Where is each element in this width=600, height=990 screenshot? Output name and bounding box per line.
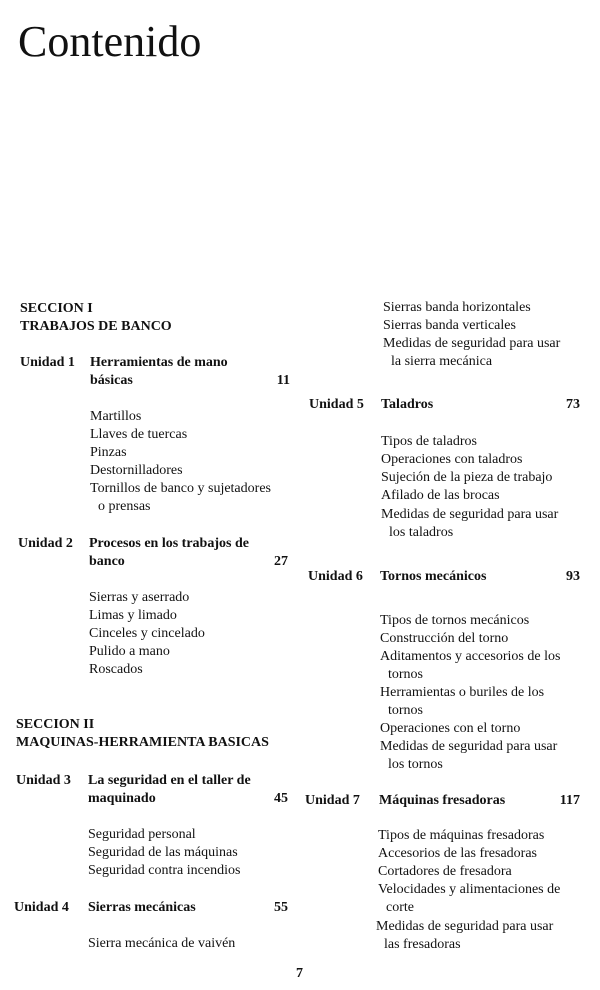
topic-item: Seguridad personal <box>88 827 196 842</box>
topic-item: tornos <box>388 667 423 682</box>
topic-item: Cortadores de fresadora <box>378 864 512 879</box>
topic-item: Accesorios de las fresadoras <box>378 846 537 861</box>
page-number: 7 <box>296 966 303 981</box>
unit-page-number: 117 <box>559 793 580 808</box>
topic-item: Velocidades y alimentaciones de <box>378 882 561 897</box>
topic-item: Medidas de seguridad para usar <box>380 739 558 754</box>
unit-page-number: 73 <box>566 397 580 412</box>
topic-item: Sujeción de la pieza de trabajo <box>381 470 553 485</box>
topic-item: Pulido a mano <box>89 644 170 659</box>
topic-item: Medidas de seguridad para usar <box>381 507 559 522</box>
topic-item: Limas y limado <box>89 608 177 623</box>
section-title: TRABAJOS DE BANCO <box>20 319 172 334</box>
topic-item: Roscados <box>89 662 143 677</box>
topic-item: Operaciones con el torno <box>380 721 521 736</box>
topic-item: Construcción del torno <box>380 631 509 646</box>
topic-item: Seguridad contra incendios <box>88 863 241 878</box>
topic-item: Sierras banda verticales <box>383 318 516 333</box>
unit-page-number: 93 <box>566 569 580 584</box>
topic-item: Pinzas <box>90 445 127 460</box>
unit-page-number: 45 <box>274 791 288 806</box>
topic-item: Sierras banda horizontales <box>383 300 531 315</box>
unit-page-number: 27 <box>274 554 288 569</box>
topic-item: los taladros <box>389 525 454 540</box>
topic-item: Operaciones con taladros <box>381 452 523 467</box>
topic-item: la sierra mecánica <box>391 354 493 369</box>
unit-label: Unidad 5 <box>309 397 364 412</box>
topic-item: Martillos <box>90 409 142 424</box>
unit-label: Unidad 3 <box>16 773 71 788</box>
topic-item: Herramientas o buriles de los <box>380 685 545 700</box>
unit-title: básicas <box>90 373 133 388</box>
topic-item: Tipos de tornos mecánicos <box>380 613 530 628</box>
topic-item: Tipos de máquinas fresadoras <box>378 828 545 843</box>
topic-item: las fresadoras <box>384 937 461 952</box>
unit-label: Unidad 1 <box>20 355 75 370</box>
unit-title: Máquinas fresadoras <box>379 793 506 808</box>
unit-title: Sierras mecánicas <box>88 900 196 915</box>
topic-item: Destornilladores <box>90 463 183 478</box>
topic-item: tornos <box>388 703 423 718</box>
unit-title: maquinado <box>88 791 156 806</box>
topic-item: los tornos <box>388 757 443 772</box>
topic-item: Medidas de seguridad para usar <box>383 336 561 351</box>
section-label: SECCION II <box>16 717 95 732</box>
unit-title: Procesos en los trabajos de <box>89 536 249 551</box>
unit-page-number: 55 <box>274 900 288 915</box>
topic-item: Medidas de seguridad para usar <box>376 919 554 934</box>
page-title: Contenido <box>18 17 202 66</box>
unit-title: Taladros <box>381 397 434 412</box>
topic-item: Cinceles y cincelado <box>89 626 205 641</box>
topic-item: Llaves de tuercas <box>90 427 188 442</box>
unit-title: La seguridad en el taller de <box>88 773 251 788</box>
topic-item: Sierras y aserrado <box>89 590 190 605</box>
unit-label: Unidad 2 <box>18 536 73 551</box>
section-label: SECCION I <box>20 301 93 316</box>
topic-item: Sierra mecánica de vaivén <box>88 936 236 951</box>
topic-item: Tornillos de banco y sujetadores <box>90 481 271 496</box>
unit-title: banco <box>89 554 125 569</box>
topic-item: corte <box>386 900 414 915</box>
unit-title: Tornos mecánicos <box>380 569 487 584</box>
unit-label: Unidad 6 <box>308 569 363 584</box>
unit-label: Unidad 7 <box>305 793 360 808</box>
topic-item: Aditamentos y accesorios de los <box>380 649 561 664</box>
topic-item: Seguridad de las máquinas <box>88 845 238 860</box>
topic-item: o prensas <box>98 499 151 514</box>
unit-page-number: 11 <box>276 373 290 388</box>
unit-title: Herramientas de mano <box>90 355 228 370</box>
section-title: MAQUINAS-HERRAMIENTA BASICAS <box>16 735 269 750</box>
topic-item: Afilado de las brocas <box>381 488 500 503</box>
topic-item: Tipos de taladros <box>381 434 477 449</box>
unit-label: Unidad 4 <box>14 900 69 915</box>
